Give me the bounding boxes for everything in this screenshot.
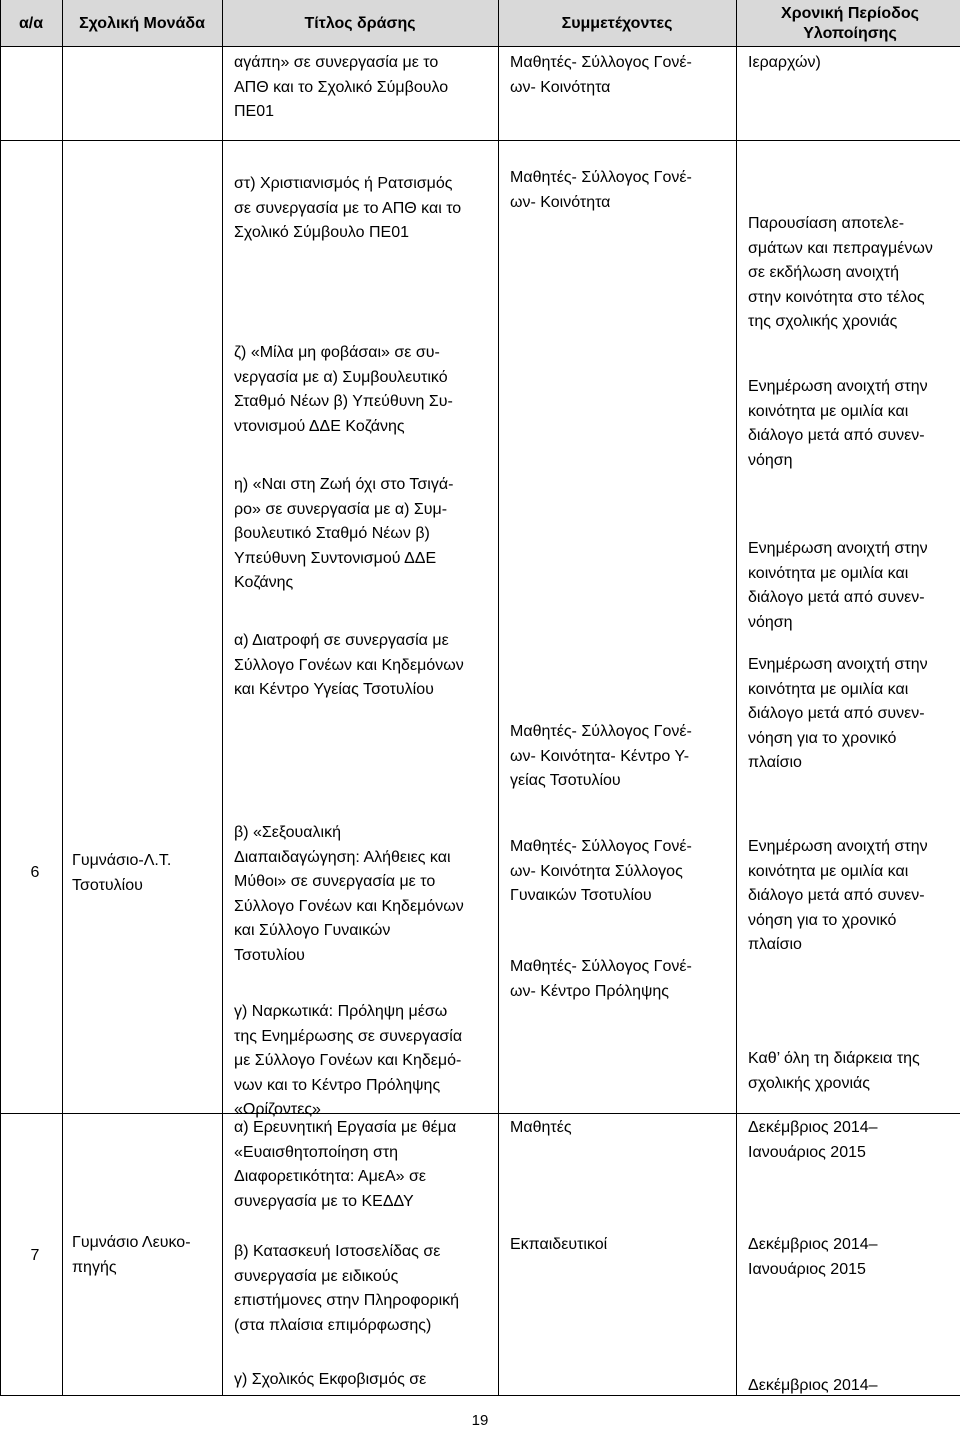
period-cell: Ιεραρχών) bbox=[748, 54, 821, 71]
action-title: α) Ερευνητική Εργασία με θέμα «Ευαισθητοποίηση στη Διαφορετικότητα: ΑμεΑ» σε συνεργασία με το ΚΕΔΔΥ bbox=[234, 1119, 457, 1210]
row-number: 6 bbox=[30, 864, 40, 881]
participants-cell: Εκπαιδευτικοί bbox=[510, 1236, 608, 1253]
action-title: η) «Ναι στη Ζωή όχι στο Τσιγά- ρο» σε συνεργασία με α) Συμ- βουλευτικό Σταθμό Νέων β) Υπεύθυνη Συντονισμού ΔΔΕ Κοζάνης bbox=[234, 476, 454, 591]
action-title: α) Διατροφή σε συνεργασία με Σύλλογο Γονέων και Κηδεμόνων και Κέντρο Υγείας Τσοτυλίου bbox=[234, 632, 464, 698]
school-name: Γυμνάσιο Λευκο- πηγής bbox=[72, 1234, 191, 1276]
period-cell: Δεκέμβριος 2014– Ιανουάριος 2015 bbox=[748, 1119, 878, 1161]
grid-line bbox=[498, 0, 499, 1395]
action-title: ζ) «Μίλα μη φοβάσαι» σε συ- νεργασία με α) Συμβουλευτικό Σταθμό Νέων β) Υπεύθυνη Συ- ντονισμού ΔΔΕ Κοζάνης bbox=[234, 344, 453, 435]
participants-cell: Μαθητές- Σύλλογος Γονέ- ων- Κέντρο Πρόληψης bbox=[510, 958, 692, 1000]
participants-cell: Μαθητές- Σύλλογος Γονέ- ων- Κοινότητα bbox=[510, 54, 692, 96]
grid-line bbox=[0, 46, 960, 47]
action-title: γ) Σχολικός Εκφοβισμός σε bbox=[234, 1371, 427, 1388]
action-title: β) Κατασκευή Ιστοσελίδας σε συνεργασία με ειδικούς επιστήμονες στην Πληροφορική (στα πλαίσια επιμόρφωσης) bbox=[234, 1243, 460, 1334]
header-num: α/α bbox=[18, 15, 44, 32]
grid-line bbox=[0, 0, 1, 1395]
action-title: αγάπη» σε συνεργασία με το ΑΠΘ και το Σχολικό Σύμβουλο ΠΕ01 bbox=[234, 54, 449, 120]
header-title: Τίτλος δράσης bbox=[304, 15, 416, 32]
header-school: Σχολική Μονάδα bbox=[79, 15, 205, 32]
period-cell: Ενημέρωση ανοιχτή στην κοινότητα με ομιλία και διάλογο μετά από συνεν- νόηση για το χρονικό πλαίσιο bbox=[748, 656, 928, 771]
action-title: στ) Χριστιανισμός ή Ρατσισμός σε συνεργασία με το ΑΠΘ και το Σχολικό Σύμβουλο ΠΕ01 bbox=[234, 175, 462, 241]
grid-line bbox=[736, 0, 737, 1395]
period-cell: Ενημέρωση ανοιχτή στην κοινότητα με ομιλία και διάλογο μετά από συνεν- νόηση bbox=[748, 378, 928, 469]
row-number: 7 bbox=[30, 1247, 40, 1264]
action-title: γ) Ναρκωτικά: Πρόληψη μέσω της Ενημέρωσης σε συνεργασία με Σύλλογο Γονέων και Κηδεμό- νων και το Κέντρο Πρόληψης «Ορίζοντες» bbox=[234, 1003, 463, 1118]
grid-line bbox=[222, 0, 223, 1395]
period-cell: Δεκέμβριος 2014– bbox=[748, 1377, 878, 1394]
period-cell: Ενημέρωση ανοιχτή στην κοινότητα με ομιλία και διάλογο μετά από συνεν- νόηση για το χρονικό πλαίσιο bbox=[748, 838, 928, 953]
period-cell: Ενημέρωση ανοιχτή στην κοινότητα με ομιλία και διάλογο μετά από συνεν- νόηση bbox=[748, 540, 928, 631]
grid-line bbox=[62, 0, 63, 1395]
header-participants: Συμμετέχοντες bbox=[561, 15, 673, 32]
participants-cell: Μαθητές- Σύλλογος Γονέ- ων- Κοινότητα Σύλλογος Γυναικών Τσοτυλίου bbox=[510, 838, 692, 904]
period-cell: Καθ’ όλη τη διάρκεια της σχολικής χρονιάς bbox=[748, 1050, 920, 1092]
page-number: 19 bbox=[471, 1412, 489, 1429]
grid-line bbox=[0, 140, 960, 141]
action-title: β) «Σεξουαλική Διαπαιδαγώγηση: Αλήθειες και Μύθοι» σε συνεργασία με το Σύλλογο Γονέων και Κηδεμόνων και Σύλλογο Γυναικών Τσοτυλίου bbox=[234, 824, 464, 964]
participants-cell: Μαθητές bbox=[510, 1119, 572, 1136]
participants-cell: Μαθητές- Σύλλογος Γονέ- ων- Κοινότητα bbox=[510, 169, 692, 211]
header-period: Χρονική Περίοδος Υλοποίησης bbox=[781, 5, 919, 42]
participants-cell: Μαθητές- Σύλλογος Γονέ- ων- Κοινότητα- Κέντρο Υ- γείας Τσοτυλίου bbox=[510, 723, 692, 789]
period-cell: Παρουσίαση αποτελε- σμάτων και πεπραγμένων σε εκδήλωση ανοιχτή στην κοινότητα στο τέλος της σχολικής χρονιάς bbox=[748, 215, 933, 330]
period-cell: Δεκέμβριος 2014– Ιανουάριος 2015 bbox=[748, 1236, 878, 1278]
school-name: Γυμνάσιο-Λ.Τ. Τσοτυλίου bbox=[72, 852, 172, 894]
